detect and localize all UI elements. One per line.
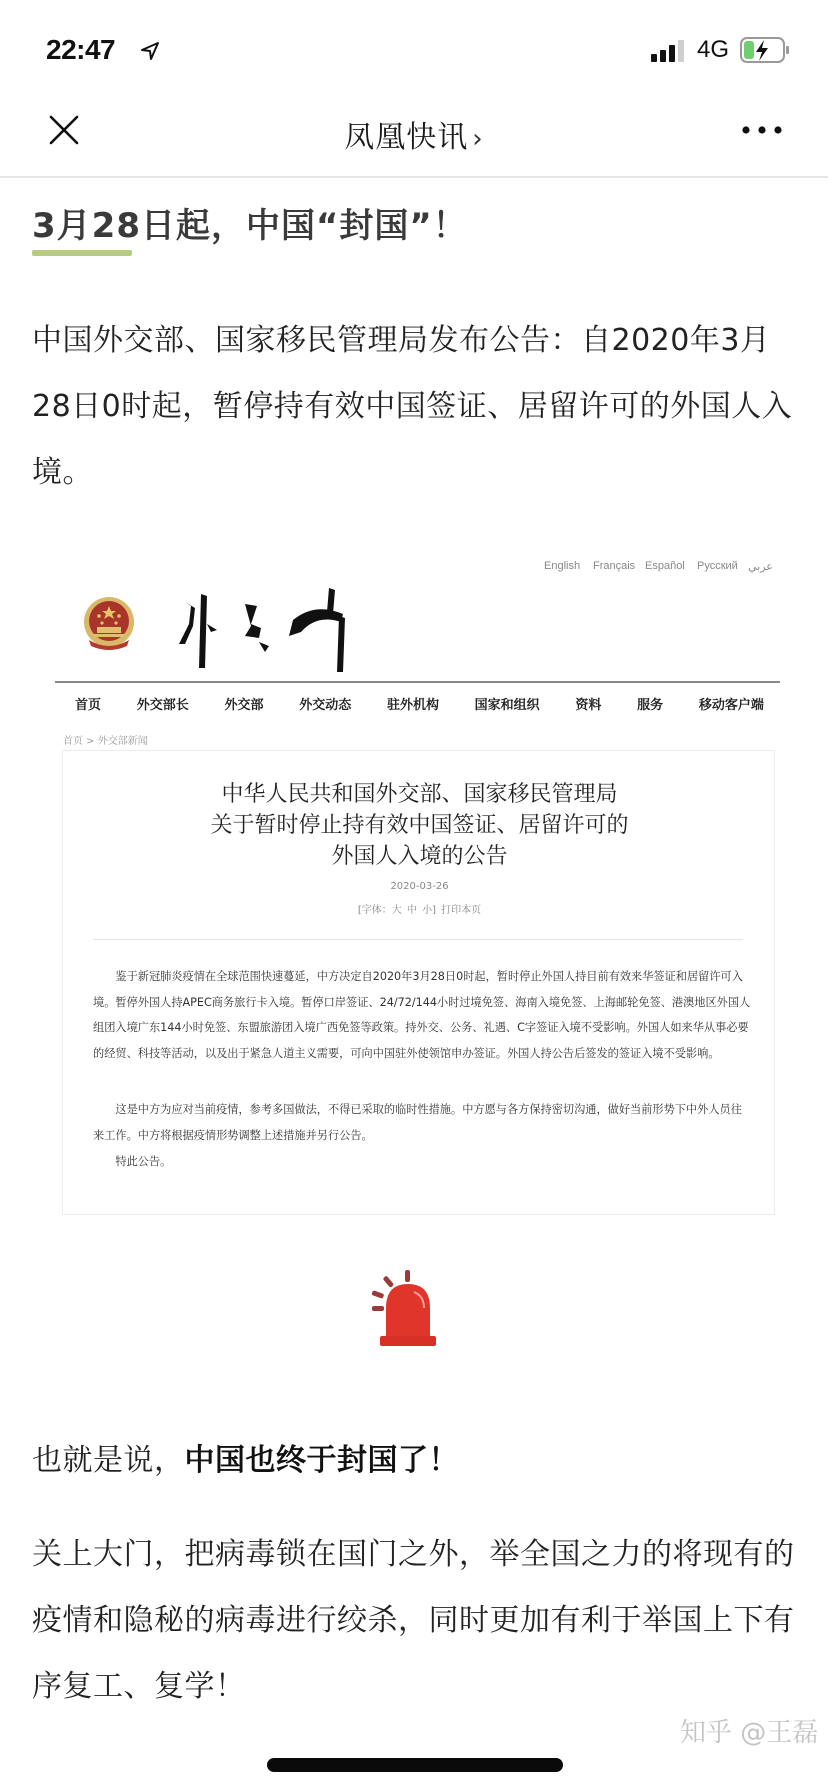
intro-paragraph: 中国外交部、国家移民管理局发布公告：自2020年3月28日0时起，暂停持有效中国签证、居留许可的外国人入境。 <box>32 323 793 490</box>
menu-item-news: 外交动态 <box>299 698 352 713</box>
card-divider <box>93 939 743 940</box>
battery-charging-icon <box>740 37 790 63</box>
headline-underline <box>32 250 132 256</box>
lang-english: English <box>544 560 581 572</box>
account-title-link[interactable] <box>0 112 828 156</box>
siren-icon <box>362 1270 448 1350</box>
menu-item-home: 首页 <box>75 698 102 713</box>
location-arrow-icon <box>139 40 161 62</box>
title-line-2: 关于暂时停止持有效中国签证、居留许可的 <box>210 813 629 838</box>
announcement-date: 2020-03-26 <box>390 881 449 892</box>
title-line-3: 外国人入境的公告 <box>331 844 508 869</box>
closing-paragraph: 关上大门，把病毒锁在国门之外，举全国之力的将现有的疫情和隐秘的病毒进行绞杀，同时更加有利于举国上下有序复工、复学！ <box>32 1537 795 1704</box>
menu-item-resources: 资料 <box>575 698 602 713</box>
announcement-body-3: 特此公告。 <box>115 1155 172 1168</box>
lang-spanish: Español <box>645 560 685 572</box>
font-print-tools: [字体：大 中 小] 打印本页 <box>357 905 482 916</box>
article-headline: 3月28日起，中国“封国”！ <box>32 206 468 246</box>
menu-item-countries: 国家和组织 <box>474 698 540 713</box>
network-type: 4G <box>697 36 730 63</box>
announcement-title <box>63 779 776 872</box>
conclusion-prefix: 也就是说， <box>32 1443 185 1478</box>
zhihu-watermark: 知乎 @王磊 <box>680 1718 819 1748</box>
home-indicator[interactable] <box>267 1758 563 1772</box>
menu-item-missions: 驻外机构 <box>386 698 439 713</box>
menu-item-ministry: 外交部 <box>224 698 264 713</box>
lang-french: Français <box>593 560 636 572</box>
conclusion-line <box>32 1428 802 1494</box>
menu-item-services: 服务 <box>637 698 664 713</box>
mfa-main-menu <box>55 694 780 713</box>
more-button[interactable] <box>740 118 784 142</box>
lang-arabic: عربي <box>748 561 773 573</box>
embedded-announcement-image <box>55 548 780 1218</box>
conclusion-bold: 中国也终于封国了！ <box>184 1443 459 1478</box>
account-name: 凤凰快讯 <box>344 120 469 155</box>
breadcrumb: 首页 > 外交部新闻 <box>63 736 148 747</box>
nav-divider <box>0 176 828 178</box>
menu-item-mobile: 移动客户端 <box>698 698 764 713</box>
mfa-calligraphy-logo <box>165 584 365 674</box>
signal-icon <box>651 40 687 62</box>
menu-item-minister: 外交部长 <box>136 698 189 713</box>
header-rule <box>55 681 780 683</box>
chevron-right-icon: › <box>472 124 484 154</box>
lang-russian: Русский <box>697 560 738 572</box>
announcement-body-2: 这是中方为应对当前疫情，参考多国做法，不得已采取的临时性措施。中方愿与各方保持密切沟通，做好当前形势下中外人员往来工作。中方将根据疫情形势调整上述措施并另行公告。 <box>93 1103 742 1142</box>
national-emblem-icon <box>81 596 137 652</box>
status-time: 22:47 <box>46 34 116 65</box>
announcement-card <box>62 750 775 1215</box>
title-line-1: 中华人民共和国外交部、国家移民管理局 <box>221 782 618 807</box>
announcement-body-1: 鉴于新冠肺炎疫情在全球范围快速蔓延，中方决定自2020年3月28日0时起，暂时停止外国人持目前有效来华签证和居留许可入境。暂停外国人持APEC商务旅行卡入境。暂停口岸签证、24/72/144小时过境免签、海南入境免签、上海邮轮免签、港澳地区外国人组团入境广东144小时免签、东盟旅游团入境广西免签等政策。持外交、公务、礼遇、C字签证入境不受影响。外国人如来华从事必要的经贸、科技等活动，以及出于紧急人道主义需要，可向中国驻外使领馆申办签证。外国人持公告后签发的签证入境不受影响。 <box>93 970 751 1060</box>
